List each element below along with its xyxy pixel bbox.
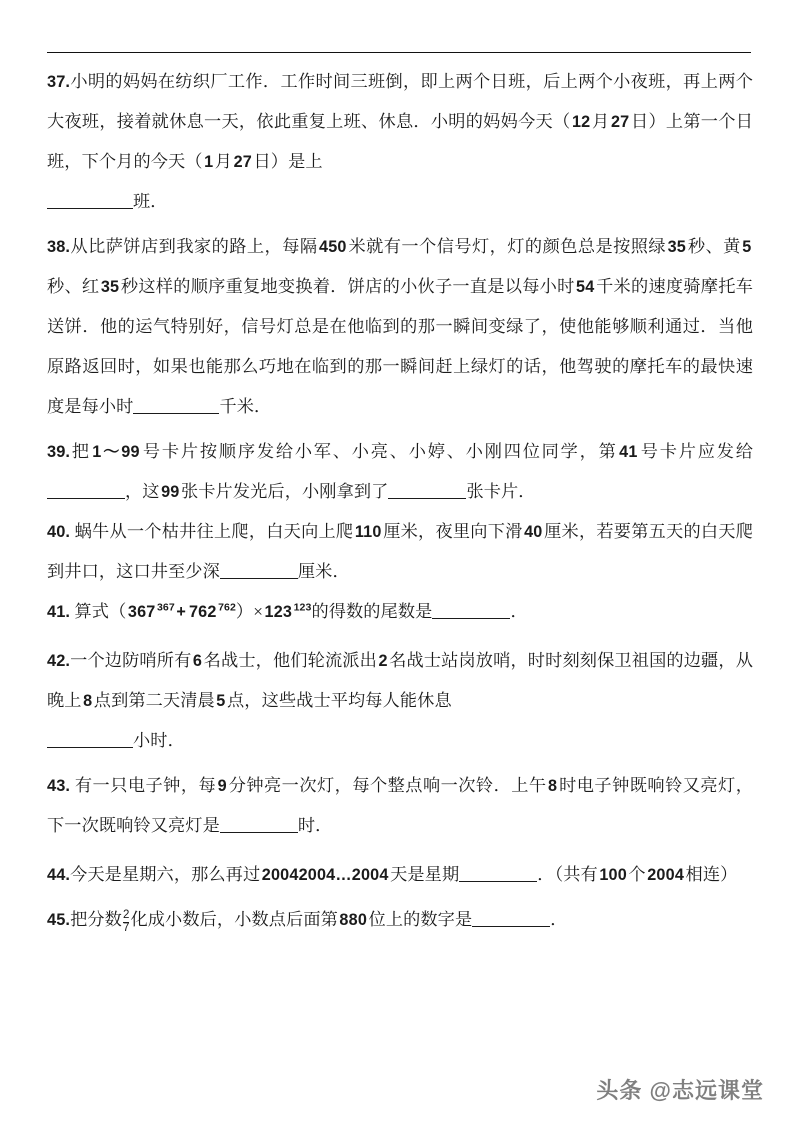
- fraction-two-sevenths: [123, 910, 130, 934]
- inline-number: 27: [610, 113, 630, 131]
- inline-number: 12: [571, 113, 591, 131]
- inline-number: 6: [192, 652, 203, 670]
- questions-container: [47, 62, 753, 945]
- answer-blank[interactable]: [432, 618, 510, 619]
- power-base: 762: [188, 603, 217, 621]
- plus-operator: +: [176, 603, 186, 621]
- inline-number: 2: [378, 652, 388, 670]
- question-41: [47, 592, 753, 632]
- question-text: 蜗牛从一个枯井往上爬，白天向上爬: [74, 522, 354, 541]
- answer-blank[interactable]: [388, 498, 466, 499]
- question-43: [47, 766, 753, 846]
- inline-text: 月: [591, 112, 610, 131]
- inline-number: 9: [217, 777, 227, 795]
- inline-text: 名战士，他们轮流派出: [203, 651, 377, 670]
- inline-number: 99: [161, 483, 180, 501]
- question-number: 43.: [47, 777, 71, 795]
- question-38: [47, 227, 753, 427]
- answer-blank[interactable]: [220, 578, 298, 579]
- inline-text: ，这: [125, 482, 160, 501]
- inline-text: 秒这样的顺序重复地变换着．饼店的小伙子一直是以每小时: [120, 277, 575, 296]
- question-text-tail: ．: [550, 910, 568, 929]
- inline-text: 日）是上: [253, 152, 323, 171]
- watermark: 头条 @志远课堂: [596, 1078, 764, 1103]
- inline-number: 5: [742, 238, 752, 256]
- inline-number: 110: [354, 523, 382, 541]
- inline-text: 月: [214, 152, 233, 171]
- answer-blank[interactable]: [472, 926, 550, 927]
- fraction-numerator: 2: [122, 909, 130, 922]
- question-text-tail: 班．: [133, 192, 168, 211]
- inline-text: 秒、黄: [687, 237, 741, 256]
- inline-text: 千米的速度骑摩托车送饼．他的运气特别好，信号灯总是在他临到的那一瞬间变绿了，使他能够顺利通过．当他原路返回时，如果也能那么巧地在临到的那一瞬间赶上绿灯的话，他驾驶的摩托车的最快速度是每小时: [47, 277, 753, 416]
- inline-number: 100: [599, 866, 627, 884]
- inline-number: 41: [619, 443, 638, 461]
- answer-blank[interactable]: [47, 498, 125, 499]
- answer-blank[interactable]: [47, 208, 133, 209]
- question-number: 42.: [47, 652, 71, 670]
- inline-number: 880: [339, 911, 368, 929]
- question-number: 45.: [47, 911, 71, 929]
- question-37: [47, 62, 753, 222]
- question-number: 39.: [47, 443, 71, 461]
- power-base: 123: [264, 603, 293, 621]
- question-40: [47, 512, 753, 592]
- question-text: 从比萨饼店到我家的路上，每隔: [70, 237, 318, 256]
- inline-number: 35: [667, 238, 686, 256]
- inline-text: 号卡片应发给: [639, 442, 753, 461]
- inline-text: 日）上第一个日班，下个月的今天（: [47, 112, 753, 171]
- inline-text: 天是星期: [390, 865, 460, 884]
- answer-blank[interactable]: [459, 881, 537, 882]
- inline-text: 个: [628, 865, 646, 884]
- answer-blank[interactable]: [47, 747, 133, 748]
- inline-text: 秒、红: [47, 277, 100, 296]
- question-text-tail: 厘米．: [297, 562, 350, 581]
- inline-text: 张卡片发光后，小刚拿到了: [180, 482, 389, 501]
- answer-blank[interactable]: [220, 832, 298, 833]
- question-number: 41.: [47, 603, 71, 621]
- power-exponent: 123: [293, 601, 312, 614]
- question-text-tail: ．: [510, 602, 528, 621]
- inline-number: 40: [524, 523, 543, 541]
- question-42: [47, 641, 753, 761]
- fraction-denominator: 7: [122, 922, 130, 934]
- inline-text: 时电子钟既响铃又亮灯，下一次既响铃又亮灯是: [47, 776, 753, 835]
- question-text: 有一只电子钟，每: [74, 776, 217, 795]
- question-number: 40.: [47, 523, 71, 541]
- inline-text: 位上的数字是: [368, 910, 473, 929]
- question-text: 今天是星期六，那么再过: [70, 865, 261, 884]
- inline-text: 化成小数后，小数点后面第: [130, 910, 338, 929]
- inline-number: 1: [204, 153, 214, 171]
- inline-number: 54: [576, 278, 595, 296]
- question-45: [47, 900, 753, 940]
- inline-number: 8: [83, 692, 93, 710]
- question-text: 把分数: [70, 910, 122, 929]
- inline-number: 2004: [647, 866, 685, 884]
- question-text-tail: 千米．: [219, 397, 272, 416]
- inline-number: 5: [216, 692, 226, 710]
- question-text: 小明的妈妈在纺织厂工作．工作时间三班倒，即上两个日班，后上两个小夜班，再上两个大夜班，接着就休息一天，依此重复上班、休息．小明的妈妈今天（: [47, 72, 753, 131]
- question-number: 37.: [47, 73, 71, 91]
- inline-number: 20042004…2004: [261, 866, 389, 884]
- answer-blank[interactable]: [133, 413, 219, 414]
- question-text-tail: 小时．: [133, 731, 185, 750]
- question-number: 44.: [47, 866, 71, 884]
- inline-text: 点到第二天清晨: [93, 691, 215, 710]
- inline-number: 27: [233, 153, 252, 171]
- power-exponent: 367: [156, 601, 175, 614]
- inline-text: 名战士站岗放哨，时时刻刻保卫祖国的边疆，从晚上: [47, 651, 753, 710]
- question-text: 算式（: [74, 602, 127, 621]
- inline-text: 厘米，夜里向下滑: [383, 522, 523, 541]
- header-divider: [47, 52, 751, 53]
- question-text: 一个边防哨所有: [70, 651, 192, 670]
- question-number: 38.: [47, 238, 71, 256]
- inline-number: 1～99: [92, 443, 140, 461]
- inline-number: 35: [100, 278, 120, 296]
- inline-number: 450: [319, 238, 347, 256]
- question-44: [47, 855, 753, 895]
- question-text-tail: 张卡片．: [466, 482, 536, 501]
- inline-text: 米就有一个信号灯，灯的颜色总是按照绿: [348, 237, 667, 256]
- inline-text: ）×: [235, 602, 263, 621]
- inline-number: 8: [548, 777, 558, 795]
- inline-text: 相连）: [685, 865, 738, 884]
- power-exponent: 762: [218, 601, 236, 614]
- inline-text: 的得数的尾数是: [311, 602, 433, 621]
- power-base: 367: [127, 603, 156, 621]
- question-text-tail: 时．: [297, 816, 333, 835]
- inline-text: ．（共有: [537, 865, 598, 884]
- question-text: 把: [70, 442, 91, 461]
- inline-text: 号卡片按顺序发给小军、小亮、小婷、小刚四位同学，第: [141, 442, 618, 461]
- question-39: [47, 432, 753, 512]
- inline-text: 点，这些战士平均每人能休息: [227, 691, 452, 710]
- inline-text: 分钟亮一次灯，每个整点响一次铃．上午: [228, 776, 547, 795]
- inline-text: 厘米，若要第五天的白天爬到井口，这口井至少深: [47, 522, 753, 581]
